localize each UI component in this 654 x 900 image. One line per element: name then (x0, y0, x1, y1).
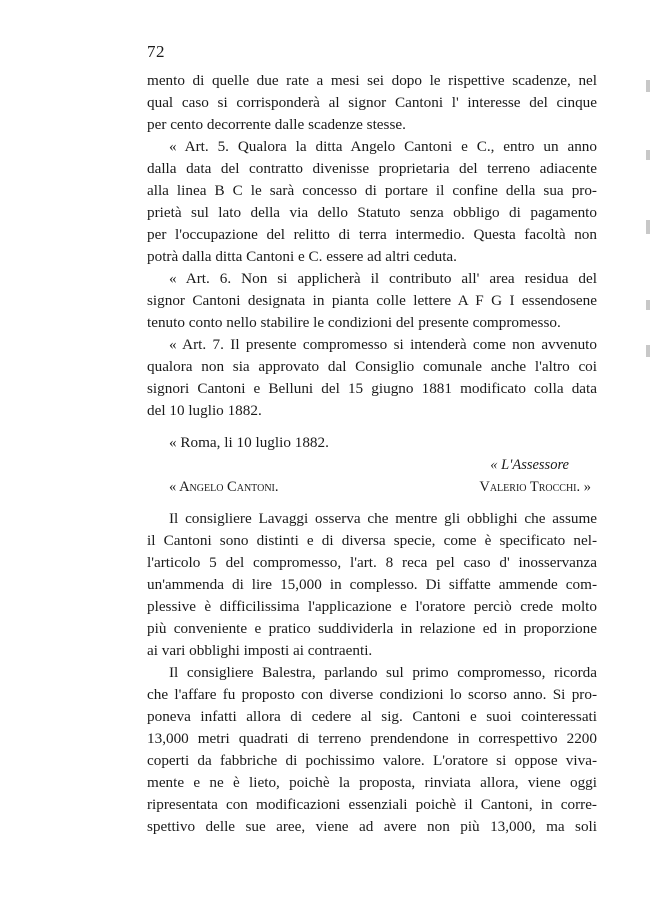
text-line: un'ammenda di lire 15,000 in complesso. Di siffatte ammende com- (147, 576, 597, 593)
text-line: Il consigliere Balestra, parlando sul primo compromesso, ricorda (169, 664, 597, 681)
text-line: signor Cantoni designata in pianta colle lettere A F G I essendosene (147, 292, 597, 309)
text-line: signori Cantoni e Belluni del 15 giugno 1881 modificato colla data (147, 380, 597, 397)
text-line: ai vari obblighi imposti ai contraenti. (147, 642, 373, 659)
text-line: l'articolo 5 del compromesso, l'art. 8 reca pel caso d' inosservanza (147, 554, 597, 571)
text-line: potrà dalla ditta Cantoni e C. essere ad altri ceduta. (147, 248, 457, 265)
text-block (147, 70, 597, 838)
edge-mark (646, 300, 650, 310)
text-line: 13,000 metri quadrati di terreno prendendone in correspettivo 2200 (147, 730, 597, 747)
text-line: il Cantoni sono distinti e di diversa specie, come è specificato nel- (147, 532, 597, 549)
edge-mark (646, 345, 650, 357)
text-line: ripresentata con modificazioni essenziali poichè il Cantoni, in corre- (147, 796, 597, 813)
text-line: « Art. 7. Il presente compromesso si intenderà come non avvenuto (169, 336, 597, 353)
text-line: qualora non sia approvato dal Consiglio comunale anche l'altro coi (147, 358, 597, 375)
signatures (147, 476, 597, 498)
place-date: « Roma, li 10 luglio 1882. (169, 434, 329, 451)
text-line: plessive è difficilissima l'applicazione e l'oratore perciò crede molto (147, 598, 597, 615)
text-line: dalla data del contratto divenisse proprietaria del terreno adiacente (147, 160, 597, 177)
article-7 (147, 334, 597, 422)
paragraph-balestra (147, 662, 597, 838)
text-line: prietà sul lato della via dello Statuto senza obbligo di pagamento (147, 204, 597, 221)
spacer (147, 498, 597, 508)
paragraph-continuation (147, 70, 597, 136)
text-line: più conveniente e pratico suddividerla in relazione ed in proporzione (147, 620, 597, 637)
edge-mark (646, 80, 650, 92)
signatory-left: « Angelo Cantoni. (169, 479, 279, 495)
text-line: che l'affare fu proposto con diverse condizioni lo scorso anno. Si pro- (147, 686, 597, 703)
text-line: coperti da fabbriche di pochissimo valore. L'oratore si oppose viva- (147, 752, 597, 769)
spacer (147, 422, 597, 432)
article-6 (147, 268, 597, 334)
text-line: del 10 luglio 1882. (147, 402, 262, 419)
edge-mark (646, 220, 650, 234)
text-line: mento di quelle due rate a mesi sei dopo le rispettive scadenze, nel (147, 72, 597, 89)
text-line: per l'occupazione del relitto di terra intermedio. Questa facoltà non (147, 226, 597, 243)
text-line: « Art. 5. Qualora la ditta Angelo Cantoni e C., entro un anno (169, 138, 597, 155)
text-line: poneva infatti allora di cedere al sig. Cantoni e suoi cointeressati (147, 708, 597, 725)
paragraph-lavaggi (147, 508, 597, 662)
text-line: per cento decorrente dalle scadenze stesse. (147, 116, 406, 133)
signatory-right: Valerio Trocchi. » (479, 479, 591, 495)
text-line: alla linea B C le sarà concesso di portare il confine della sua pro- (147, 182, 597, 199)
page-number: 72 (147, 42, 165, 61)
text-line: mente e ne è lieto, poichè la proposta, rinviata allora, viene oggi (147, 774, 597, 791)
signature-role: « L'Assessore (490, 457, 569, 473)
text-line: Il consigliere Lavaggi osserva che mentre gli obblighi che assume (169, 510, 597, 527)
article-5 (147, 136, 597, 268)
edge-mark (646, 150, 650, 160)
text-line: tenuto conto nello stabilire le condizioni del presente compromesso. (147, 314, 561, 331)
text-line: qual caso si corrisponderà al signor Cantoni l' interesse del cinque (147, 94, 597, 111)
text-line: spettivo delle sue aree, viene ad avere non più 13,000, ma soli (147, 818, 597, 835)
closing-block (147, 432, 597, 498)
text-line: « Art. 6. Non si applicherà il contributo all' area residua del (169, 270, 597, 287)
